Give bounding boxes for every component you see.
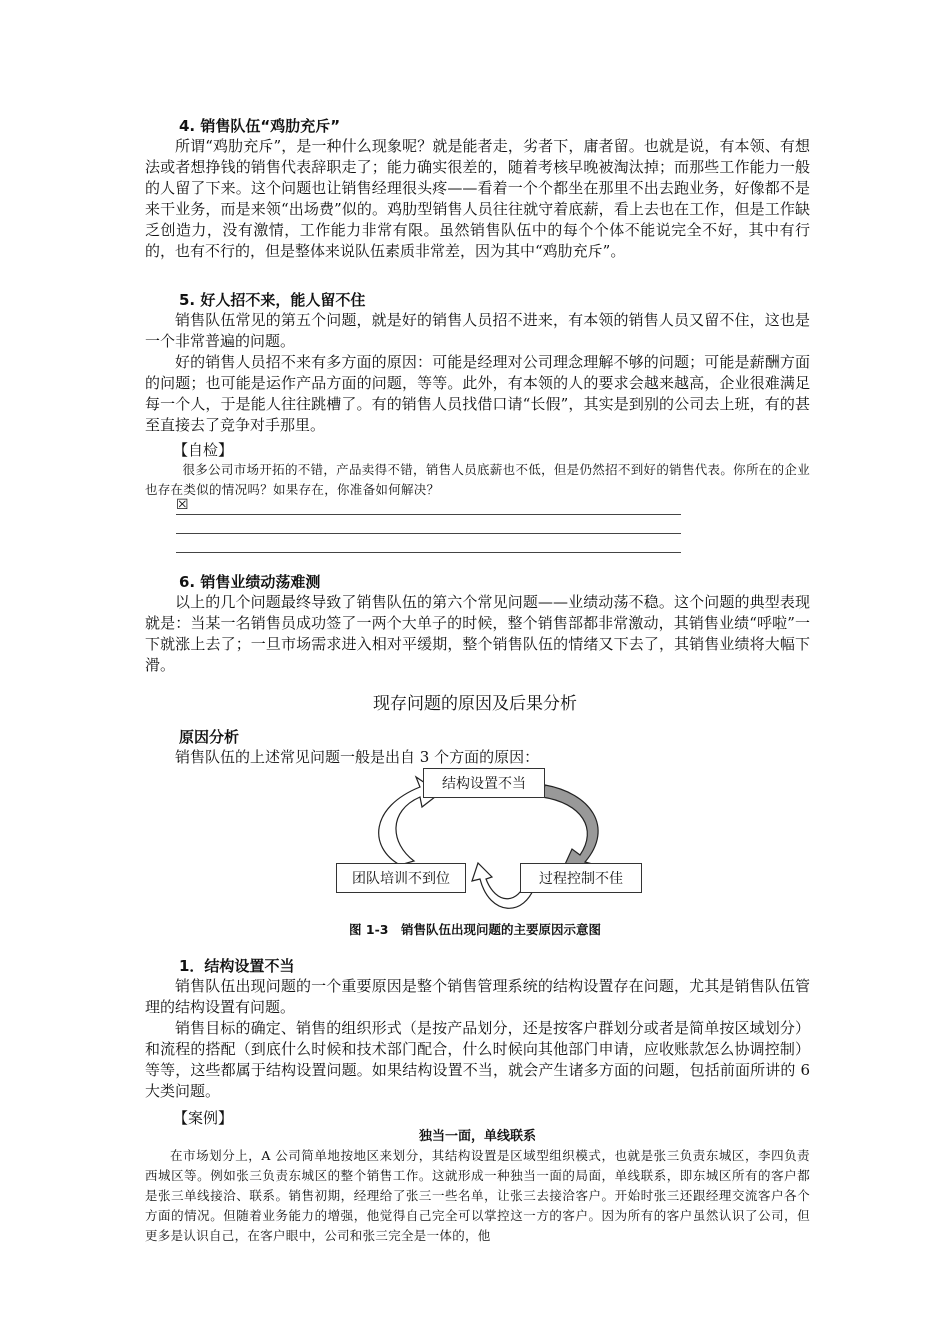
section-5-heading: 5. 好人招不来，能人留不住 — [179, 291, 366, 309]
section-title: 现存问题的原因及后果分析 — [373, 694, 577, 714]
section-4-heading: 4. 销售队伍“鸡肋充斥” — [179, 117, 341, 135]
section-5 — [145, 290, 810, 436]
cause-heading: 原因分析 — [179, 728, 240, 746]
cause-analysis — [145, 727, 810, 768]
figure-caption: 图 1-3 销售队伍出现问题的主要原因示意图 — [349, 922, 601, 937]
cause-1-paragraph-1: 销售队伍出现问题的一个重要原因是整个销售管理系统的结构设置存在问题，尤其是销售队伍管理的结构设置有问题。 — [145, 977, 810, 1016]
section-5-paragraph-2: 好的销售人员招不来有多方面的原因：可能是经理对公司理念理解不够的问题；可能是薪酬方面的问题；也可能是运作产品方面的问题，等等。此外，有本领的人的要求会越来越高，企业很难满足每一个人，于是能人往往跳槽了。有的销售人员找借口请“长假”，其实是到别的公司去上班，有的甚至直接去了竞争对手那里。 — [145, 353, 810, 434]
self-check — [145, 440, 810, 500]
cause-intro: 销售队伍的上述常见问题一般是出自 3 个方面的原因： — [175, 748, 540, 766]
box-training: 团队培训不到位 — [336, 863, 466, 893]
section-6-heading: 6. 销售业绩动荡难测 — [179, 573, 321, 591]
cause-diagram — [330, 767, 650, 917]
box-structure: 结构设置不当 — [423, 768, 545, 798]
section-4-paragraph: 所谓“鸡肋充斥”，是一种什么现象呢？就是能者走，劣者下，庸者留。也就是说，有本领、有想法或者想挣钱的销售代表辞职走了；能力确实很差的，随着考核早晚被淘汰掉；而那些工作能力一般的人留了下来。这个问题也让销售经理很头疼——看着一个个都坐在那里不出去跑业务，好像都不是来干业务，而是来领“出场费”似的。鸡肋型销售人员往往就守着底薪，看上去也在工作，但是工作缺乏创造力，没有激情，工作能力非常有限。虽然销售队伍中的每个个体不能说完全不好，其中有行的，也有不行的，但是整体来说队伍素质非常差，因为其中“鸡肋充斥”。 — [145, 137, 810, 260]
cause-1-heading: 1．结构设置不当 — [179, 957, 295, 975]
cause-1-paragraph-2: 销售目标的确定、销售的组织形式（是按产品划分，还是按客户群划分或者是简单按区域划分）和流程的搭配（到底什么时候和技术部门配合，什么时候向其他部门申请，应收账款怎么协调控制）等等，这些都属于结构设置问题。如果结构设置不当，就会产生诸多方面的问题，包括前面所讲的 6 大类问题。 — [145, 1019, 810, 1100]
section-4 — [145, 116, 810, 262]
answer-line[interactable] — [176, 496, 681, 515]
cause-1 — [145, 956, 810, 1102]
answer-line[interactable] — [176, 534, 681, 553]
case-title: 独当一面，单线联系 — [418, 1129, 536, 1144]
box-process-control: 过程控制不佳 — [520, 863, 642, 893]
case-text: 在市场划分上，A 公司简单地按地区来划分，其结构设置是区域型组织模式，也就是张三负责东城区，李四负责西城区等。例如张三负责东城区的整个销售工作。这就形成一种独当一面的局面，单线联系，即东城区所有的客户都是张三单线接洽、联系。销售初期，经理给了张三一些名单，让张三去接洽客户。开始时张三还跟经理交流客户各个方面的情况。但随着业务能力的增强，他觉得自己完全可以掌控这一方的客户。因为所有的客户虽然认识了公司，但更多是认识自己，在客户眼中，公司和张三完全是一体的，他 — [145, 1148, 810, 1243]
section-6 — [145, 572, 810, 676]
checkbox-mark-icon: ☒ — [176, 497, 189, 513]
case-study — [145, 1108, 810, 1246]
case-tag: 【案例】 — [173, 1109, 234, 1127]
section-5-paragraph-1: 销售队伍常见的第五个问题，就是好的销售人员招不进来，有本领的销售人员又留不住，这也是一个非常普遍的问题。 — [145, 311, 810, 350]
answer-lines — [176, 496, 681, 553]
right-curved-arrow-icon — [542, 785, 598, 871]
answer-line[interactable] — [176, 515, 681, 534]
self-check-tag: 【自检】 — [173, 441, 234, 459]
self-check-text: 很多公司市场开拓的不错，产品卖得不错，销售人员底薪也不低，但是仍然招不到好的销售代表。你所在的企业也存在类似的情况吗？如果存在，你准备如何解决？ — [145, 462, 810, 497]
section-6-paragraph: 以上的几个问题最终导致了销售队伍的第六个常见问题——业绩动荡不稳。这个问题的典型表现就是：当某一名销售员成功签了一两个大单子的时候，整个销售部都非常激动，其销售业绩“呼啦”一下就涨上去了；一旦市场需求进入相对平缓期，整个销售队伍的情绪又下去了，其销售业绩将大幅下滑。 — [145, 593, 810, 674]
